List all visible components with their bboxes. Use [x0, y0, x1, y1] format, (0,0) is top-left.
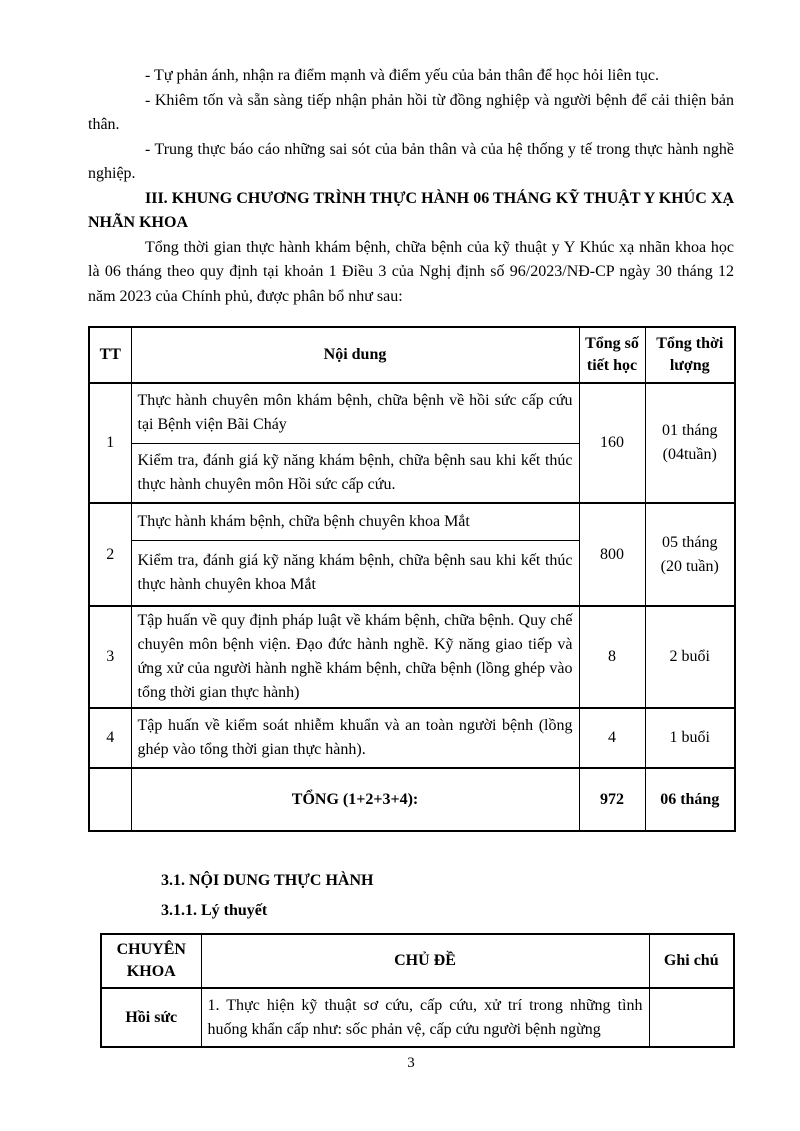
theory-table [100, 933, 735, 1048]
cell-tt-total [89, 768, 131, 831]
subsection-heading-311: 3.1.1. Lý thuyết [161, 902, 268, 919]
schedule-table [88, 326, 736, 832]
duration-line-1: 01 tháng [661, 422, 718, 439]
cell-content-1b: Kiểm tra, đánh giá kỹ năng khám bệnh, chữa bệnh sau khi kết thúc thực hành chuyên môn Hồi sức cấp cứu. [131, 443, 579, 503]
cell-total-duration: 06 tháng [645, 768, 735, 831]
bullet-paragraph-3: - Trung thực báo cáo những sai sót của bản thân và của hệ thống y tế trong thực hành nghề nghiệp. [88, 140, 734, 182]
theory-table-header-row [101, 934, 734, 988]
header-topic: CHỦ ĐỀ [201, 934, 649, 988]
cell-duration-2 [645, 503, 735, 606]
header-periods: Tổng số tiết học [579, 327, 645, 383]
cell-content-1a: Thực hành chuyên môn khám bệnh, chữa bệnh về hồi sức cấp cứu tại Bệnh viện Bãi Cháy [131, 383, 579, 443]
cell-periods-1: 160 [579, 383, 645, 503]
header-tt: TT [89, 327, 131, 383]
cell-content-4: Tập huấn về kiểm soát nhiễm khuẩn và an toàn người bệnh (lồng ghép vào tổng thời gian thực hành). [131, 708, 579, 768]
duration-line-1: 05 tháng [661, 533, 718, 551]
header-duration: Tổng thời lượng [645, 327, 735, 383]
cell-tt-3: 3 [89, 606, 131, 708]
table-row [101, 988, 734, 1047]
cell-specialty-1: Hồi sức [101, 988, 201, 1047]
header-content: Nội dung [131, 327, 579, 383]
cell-content-2b: Kiểm tra, đánh giá kỹ năng khám bệnh, chữa bệnh sau khi kết thúc thực hành chuyên khoa Mắt [131, 540, 579, 606]
cell-periods-4: 4 [579, 708, 645, 768]
table-row [89, 708, 735, 768]
table-row [89, 606, 735, 708]
section-heading: III. KHUNG CHƯƠNG TRÌNH THỰC HÀNH 06 THÁNG KỸ THUẬT Y KHÚC XẠ NHÃN KHOA [88, 189, 734, 231]
cell-tt-1: 1 [89, 383, 131, 503]
page-number: 3 [407, 1055, 415, 1071]
cell-total-periods: 972 [579, 768, 645, 831]
duration-line-2: (04tuần) [662, 446, 717, 463]
cell-tt-2: 2 [89, 503, 131, 606]
cell-content-3: Tập huấn về quy định pháp luật về khám bệnh, chữa bệnh. Quy chế chuyên môn bệnh viện. Đạo đức hành nghề. Kỹ năng giao tiếp và ứng xử của người hành nghề khám bệnh, chữa bệnh (lồng ghép vào tổng thời gian thực hành) [131, 606, 579, 708]
header-note: Ghi chú [649, 934, 734, 988]
bullet-paragraph-2: - Khiêm tốn và sẵn sàng tiếp nhận phản hồi từ đồng nghiệp và người bệnh để cải thiện bản thân. [88, 91, 734, 133]
cell-note-1 [649, 988, 734, 1047]
header-specialty: CHUYÊN KHOA [101, 934, 201, 988]
cell-duration-1 [645, 383, 735, 503]
duration-line-2: (20 tuần) [660, 557, 719, 575]
subsection-heading-31: 3.1. NỘI DUNG THỰC HÀNH [161, 872, 374, 889]
cell-tt-4: 4 [89, 708, 131, 768]
cell-total-label: TỔNG (1+2+3+4): [131, 768, 579, 831]
schedule-table-header-row [89, 327, 735, 383]
cell-topic-1: 1. Thực hiện kỹ thuật sơ cứu, cấp cứu, xử trí trong những tình huống khẩn cấp như: sốc phản vệ, cấp cứu người bệnh ngừng [201, 988, 649, 1047]
cell-periods-3: 8 [579, 606, 645, 708]
table-row [89, 383, 735, 443]
cell-duration-4: 1 buổi [645, 708, 735, 768]
cell-duration-3: 2 buổi [645, 606, 735, 708]
total-row [89, 768, 735, 831]
cell-content-2a: Thực hành khám bệnh, chữa bệnh chuyên khoa Mắt [131, 503, 579, 540]
table-row [89, 503, 735, 540]
cell-periods-2: 800 [579, 503, 645, 606]
section-intro-paragraph: Tổng thời gian thực hành khám bệnh, chữa bệnh của kỹ thuật y Y Khúc xạ nhãn khoa học là 06 tháng theo quy định tại khoản 1 Điều 3 của Nghị định số 96/2023/NĐ-CP ngày 30 tháng 12 năm 2023 của Chính phủ, được phân bổ như sau: [88, 238, 734, 305]
bullet-paragraph-1: - Tự phản ánh, nhận ra điểm mạnh và điểm yếu của bản thân để học hỏi liên tục. [145, 67, 659, 84]
